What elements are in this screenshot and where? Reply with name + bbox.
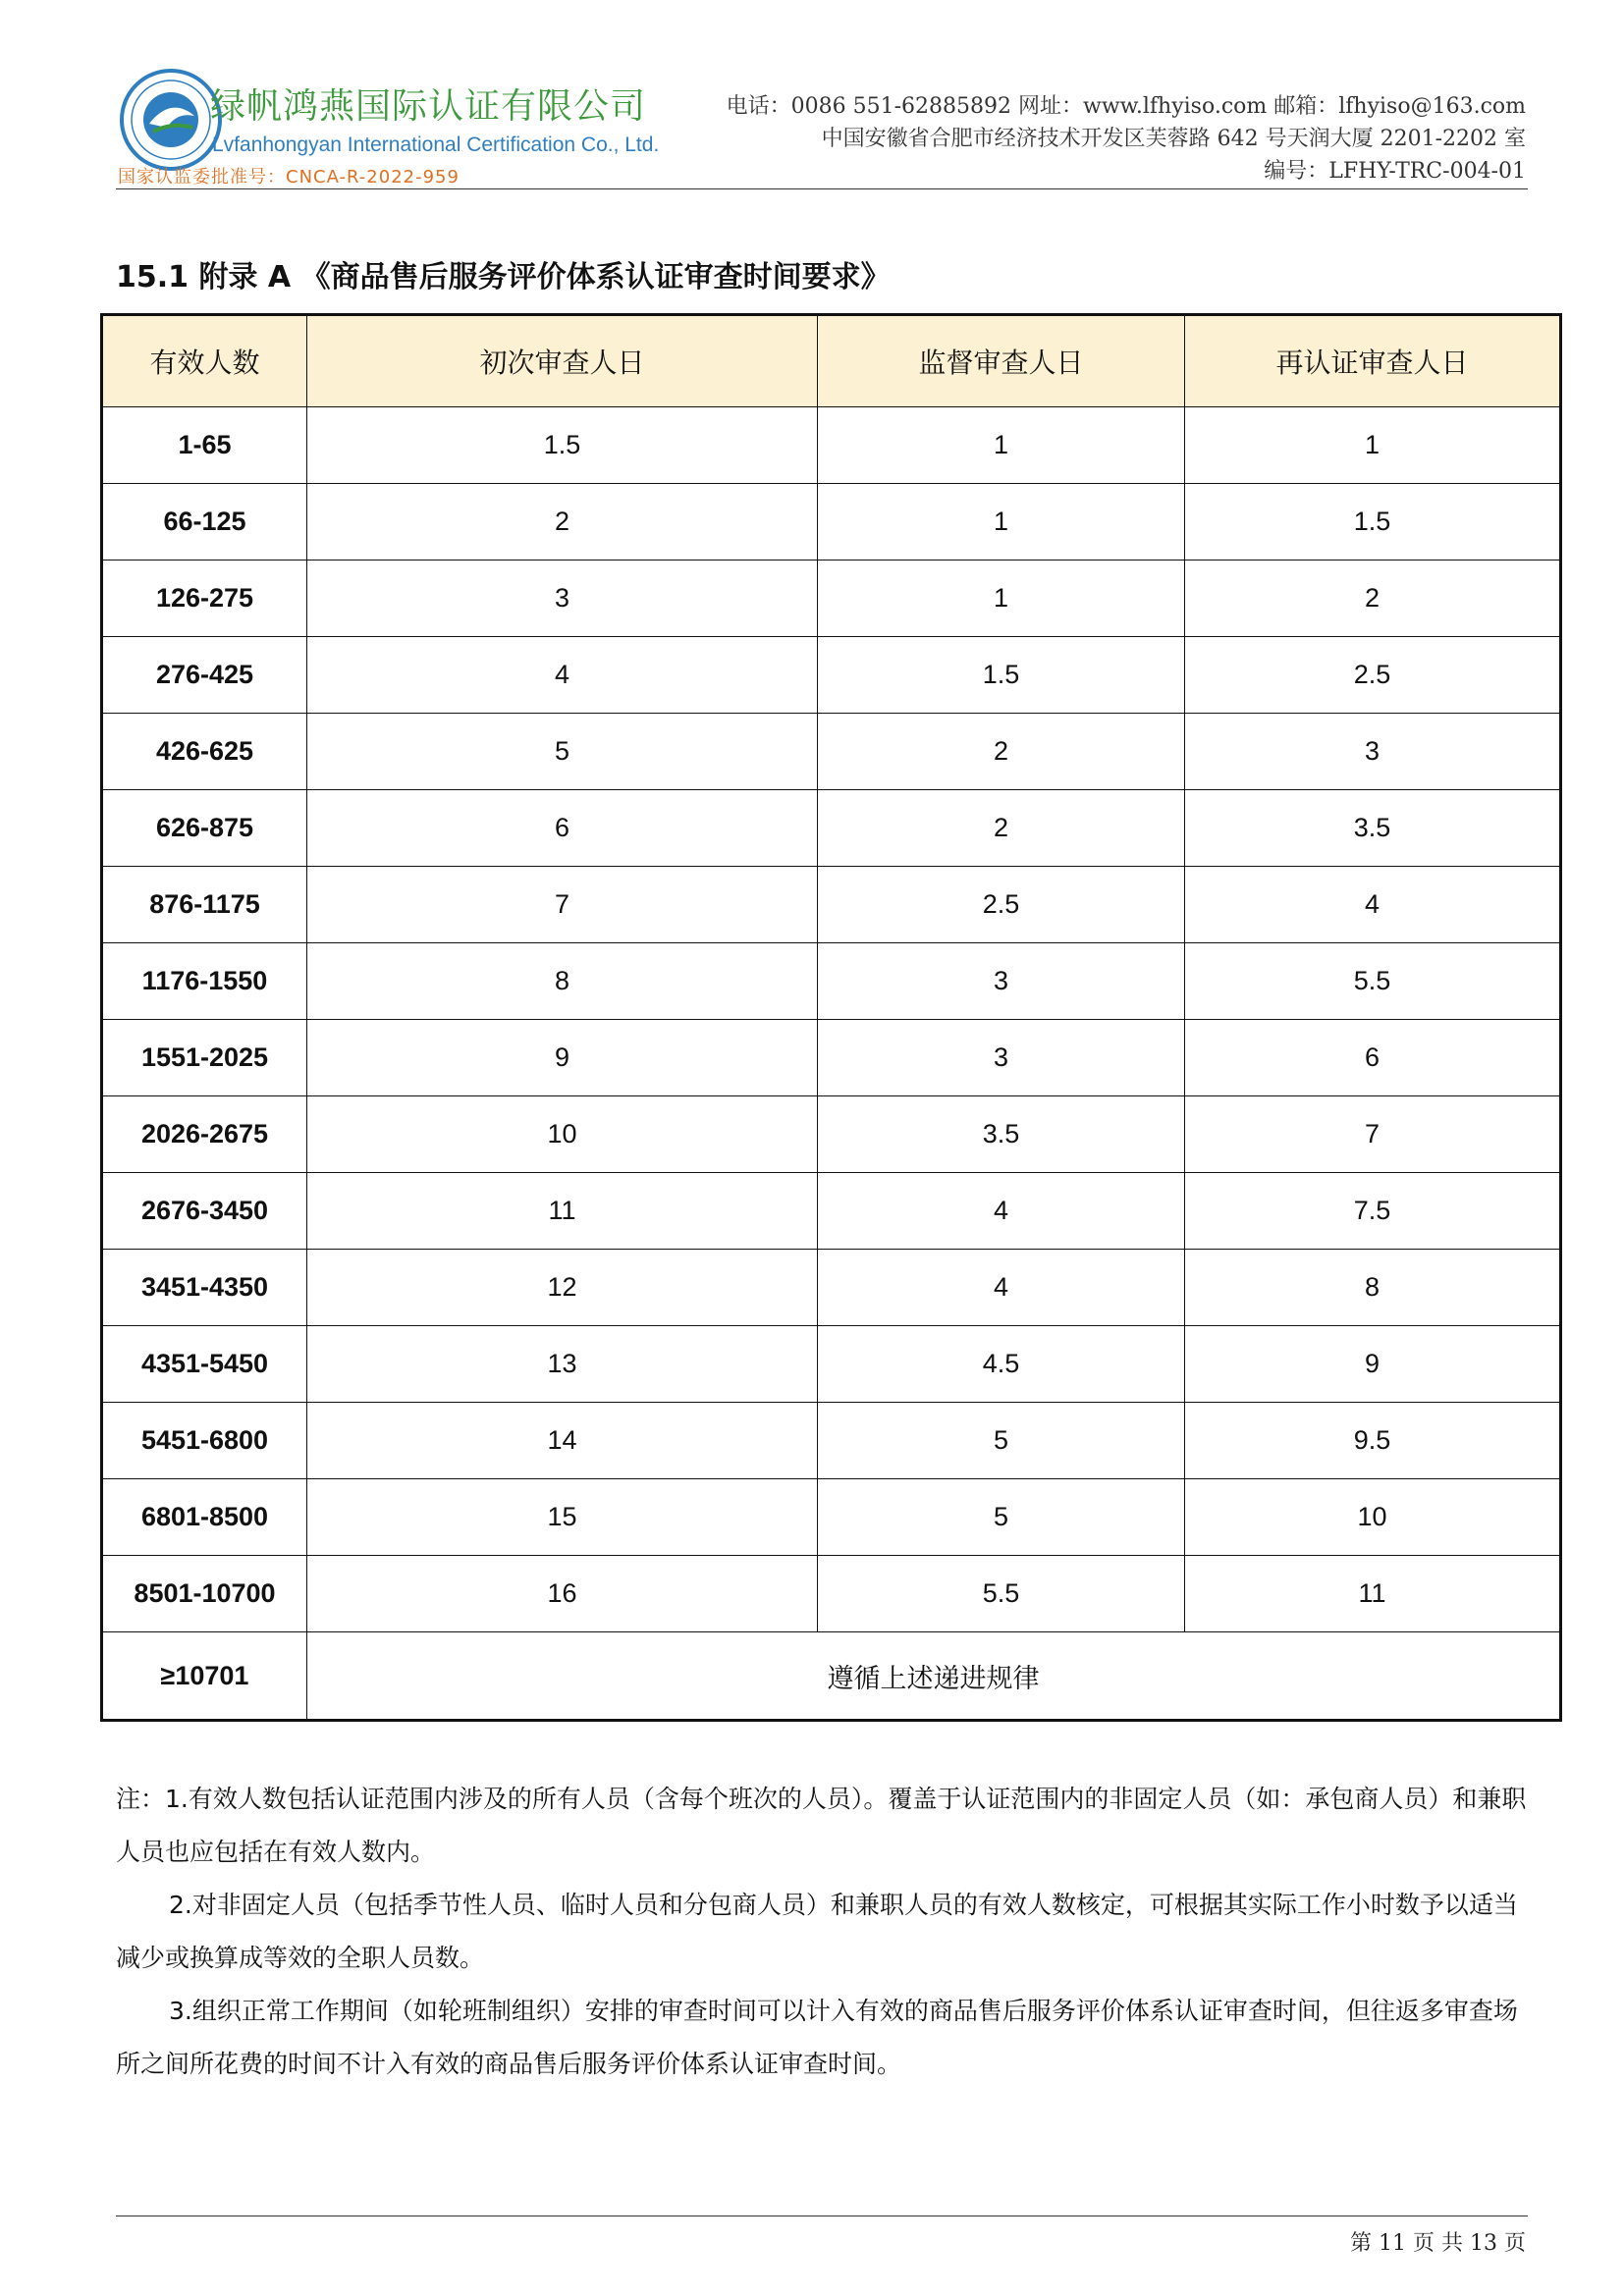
surveillance-days-cell: 1 xyxy=(818,407,1185,484)
note-3: 3.组织正常工作期间（如轮班制组织）安排的审查时间可以计入有效的商品售后服务评价体系认证审查时间，但往返多审查场所之间所花费的时间不计入有效的商品售后服务评价体系认证审查时间。 xyxy=(116,1997,1518,2078)
surveillance-days-cell: 4.5 xyxy=(818,1326,1185,1403)
company-name-cn: 绿帆鸿燕国际认证有限公司 xyxy=(210,86,647,127)
headcount-cell: 2676-3450 xyxy=(102,1173,307,1250)
initial-days-cell: 8 xyxy=(307,943,818,1020)
headcount-cell: 126-275 xyxy=(102,561,307,637)
note-2: 2.对非固定人员（包括季节性人员、临时人员和分包商人员）和兼职人员的有效人数核定，可根据其实际工作小时数予以适当减少或换算成等效的全职人员数。 xyxy=(116,1891,1518,1972)
company-logo xyxy=(118,67,224,173)
initial-days-cell: 14 xyxy=(307,1403,818,1479)
headcount-cell: ≥10701 xyxy=(102,1632,307,1721)
initial-days-cell: 11 xyxy=(307,1173,818,1250)
table-row xyxy=(102,561,1561,637)
surveillance-days-cell: 3.5 xyxy=(818,1096,1185,1173)
initial-days-cell: 16 xyxy=(307,1556,818,1632)
surveillance-days-cell: 5 xyxy=(818,1479,1185,1556)
note-1: 注：1.有效人数包括认证范围内涉及的所有人员（含每个班次的人员）。覆盖于认证范围内的非固定人员（如：承包商人员）和兼职人员也应包括在有效人数内。 xyxy=(116,1785,1527,1866)
table-row xyxy=(102,1096,1561,1173)
surveillance-days-cell: 1.5 xyxy=(818,637,1185,714)
table-row xyxy=(102,943,1561,1020)
recert-days-cell: 11 xyxy=(1185,1556,1561,1632)
initial-days-cell: 7 xyxy=(307,867,818,943)
recert-days-cell: 9 xyxy=(1185,1326,1561,1403)
column-header-surveillance: 监督审查人日 xyxy=(818,315,1185,407)
table-row xyxy=(102,1479,1561,1556)
column-header-recertification: 再认证审查人日 xyxy=(1185,315,1561,407)
recert-days-cell: 4 xyxy=(1185,867,1561,943)
recert-days-cell: 6 xyxy=(1185,1020,1561,1096)
table-row xyxy=(102,1250,1561,1326)
table-row xyxy=(102,1556,1561,1632)
headcount-cell: 1176-1550 xyxy=(102,943,307,1020)
headcount-cell: 8501-10700 xyxy=(102,1556,307,1632)
recert-days-cell: 1 xyxy=(1185,407,1561,484)
surveillance-days-cell: 1 xyxy=(818,484,1185,561)
page-number: 第 11 页 共 13 页 xyxy=(1350,2231,1526,2256)
headcount-cell: 1-65 xyxy=(102,407,307,484)
table-row-beyond xyxy=(102,1632,1561,1721)
surveillance-days-cell: 4 xyxy=(818,1173,1185,1250)
table-row xyxy=(102,714,1561,790)
initial-days-cell: 6 xyxy=(307,790,818,867)
headcount-cell: 2026-2675 xyxy=(102,1096,307,1173)
company-name-en: Lvfanhongyan International Certification Co., Ltd. xyxy=(212,133,660,156)
headcount-cell: 426-625 xyxy=(102,714,307,790)
initial-days-cell: 1.5 xyxy=(307,407,818,484)
headcount-cell: 66-125 xyxy=(102,484,307,561)
recert-days-cell: 3 xyxy=(1185,714,1561,790)
surveillance-days-cell: 1 xyxy=(818,561,1185,637)
header-contact-block xyxy=(727,90,1526,187)
headcount-cell: 5451-6800 xyxy=(102,1403,307,1479)
surveillance-days-cell: 2 xyxy=(818,790,1185,867)
surveillance-days-cell: 2.5 xyxy=(818,867,1185,943)
table-row xyxy=(102,1326,1561,1403)
table-row xyxy=(102,1020,1561,1096)
table-row xyxy=(102,1173,1561,1250)
headcount-cell: 876-1175 xyxy=(102,867,307,943)
table-row xyxy=(102,407,1561,484)
surveillance-days-cell: 3 xyxy=(818,943,1185,1020)
initial-days-cell: 9 xyxy=(307,1020,818,1096)
surveillance-days-cell: 5.5 xyxy=(818,1556,1185,1632)
table-row xyxy=(102,637,1561,714)
recert-days-cell: 5.5 xyxy=(1185,943,1561,1020)
initial-days-cell: 12 xyxy=(307,1250,818,1326)
recert-days-cell: 2.5 xyxy=(1185,637,1561,714)
headcount-cell: 6801-8500 xyxy=(102,1479,307,1556)
section-title: 15.1 附录 A 《商品售后服务评价体系认证审查时间要求》 xyxy=(116,260,891,294)
surveillance-days-cell: 5 xyxy=(818,1403,1185,1479)
initial-days-cell: 15 xyxy=(307,1479,818,1556)
recert-days-cell: 9.5 xyxy=(1185,1403,1561,1479)
table-row xyxy=(102,484,1561,561)
table-body xyxy=(102,407,1561,1721)
headcount-cell: 276-425 xyxy=(102,637,307,714)
surveillance-days-cell: 2 xyxy=(818,714,1185,790)
table-header-row xyxy=(102,315,1561,407)
recert-days-cell: 7 xyxy=(1185,1096,1561,1173)
address-line: 中国安徽省合肥市经济技术开发区芙蓉路 642 号天润大厦 2201-2202 室 xyxy=(821,127,1526,151)
table-row xyxy=(102,1403,1561,1479)
document-code: 编号：LFHY-TRC-004-01 xyxy=(1264,159,1526,184)
recert-days-cell: 2 xyxy=(1185,561,1561,637)
table-row xyxy=(102,790,1561,867)
approval-number: 国家认监委批准号：CNCA-R-2022-959 xyxy=(118,167,460,187)
headcount-cell: 626-875 xyxy=(102,790,307,867)
headcount-cell: 3451-4350 xyxy=(102,1250,307,1326)
recert-days-cell: 10 xyxy=(1185,1479,1561,1556)
initial-days-cell: 4 xyxy=(307,637,818,714)
initial-days-cell: 10 xyxy=(307,1096,818,1173)
contact-line: 电话：0086 551-62885892 网址：www.lfhyiso.com 邮箱：lfhyiso@163.com xyxy=(726,94,1526,119)
surveillance-days-cell: 4 xyxy=(818,1250,1185,1326)
progression-rule-cell: 遵循上述递进规律 xyxy=(307,1632,1561,1721)
column-header-initial: 初次审查人日 xyxy=(307,315,818,407)
recert-days-cell: 8 xyxy=(1185,1250,1561,1326)
audit-time-table xyxy=(100,313,1562,1722)
recert-days-cell: 1.5 xyxy=(1185,484,1561,561)
initial-days-cell: 13 xyxy=(307,1326,818,1403)
table-row xyxy=(102,867,1561,943)
recert-days-cell: 3.5 xyxy=(1185,790,1561,867)
column-header-headcount: 有效人数 xyxy=(102,315,307,407)
headcount-cell: 1551-2025 xyxy=(102,1020,307,1096)
surveillance-days-cell: 3 xyxy=(818,1020,1185,1096)
initial-days-cell: 5 xyxy=(307,714,818,790)
headcount-cell: 4351-5450 xyxy=(102,1326,307,1403)
recert-days-cell: 7.5 xyxy=(1185,1173,1561,1250)
initial-days-cell: 3 xyxy=(307,561,818,637)
header-divider xyxy=(116,188,1528,189)
initial-days-cell: 2 xyxy=(307,484,818,561)
notes-block xyxy=(116,1773,1535,2091)
